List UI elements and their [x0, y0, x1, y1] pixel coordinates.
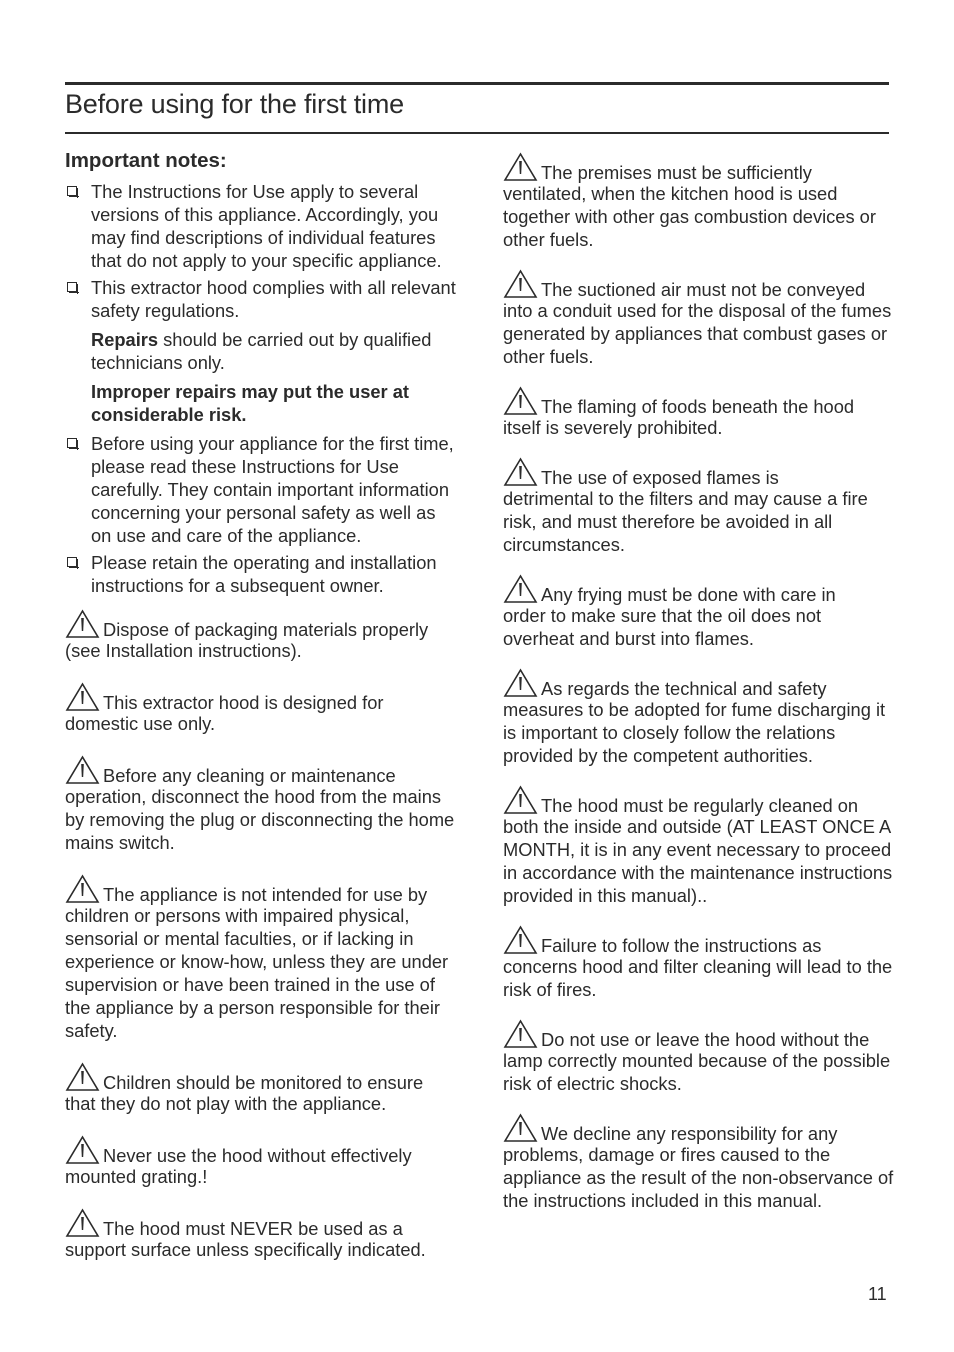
- checkbox-bullet-icon: [67, 282, 77, 292]
- warnings-left-list: [65, 609, 457, 1261]
- warning-first-line: [503, 457, 895, 487]
- warning-first-line: [65, 1135, 457, 1165]
- warning-text-rest: mounted grating.!: [65, 1166, 208, 1187]
- warning-triangle-icon: [503, 1019, 538, 1049]
- warning-triangle-icon: [65, 1062, 100, 1092]
- warning-item: [503, 269, 895, 368]
- warning-first-line: [503, 152, 895, 182]
- warning-text-lead: The suctioned air must not be conveyed: [541, 279, 866, 300]
- warning-text-lead: The flaming of foods beneath the hood: [541, 396, 855, 417]
- warning-first-line: [65, 874, 457, 904]
- warning-triangle-icon: [503, 386, 538, 416]
- checkbox-bullet-icon: [67, 438, 77, 448]
- warning-text-lead: The premises must be sufficiently: [541, 162, 812, 183]
- warning-item: [503, 457, 895, 556]
- warning-text-lead: The hood must be regularly cleaned on: [541, 795, 859, 816]
- warning-item: [65, 755, 457, 854]
- warnings-right-list: [503, 152, 895, 1212]
- warning-text-lead: Never use the hood without effectively: [103, 1145, 412, 1166]
- note-text: Please retain the operating and installation instructions for a subsequent owner.: [91, 552, 437, 596]
- warning-item: [503, 386, 895, 439]
- warning-item: [503, 152, 895, 251]
- warning-text-rest: problems, damage or fires caused to the appliance as the result of the non-observance of the instructions included in this manual.: [503, 1144, 894, 1211]
- warning-text-rest: (see Installation instructions).: [65, 640, 302, 661]
- warning-text-rest: into a conduit used for the disposal of the fumes generated by appliances that combust gases or other fuels.: [503, 300, 892, 367]
- warning-triangle-icon: [65, 609, 100, 639]
- warning-text-lead: Dispose of packaging materials properly: [103, 619, 429, 640]
- repairs-text: should be carried out by qualified technicians only.: [91, 329, 432, 373]
- note-text: Before using your appliance for the first time, please read these Instructions for Use carefully. They contain important information concerning your personal safety as well as on use and care of the appliance.: [91, 433, 454, 546]
- warning-triangle-icon: [503, 574, 538, 604]
- header-rule-bottom: [65, 132, 889, 134]
- warning-text-lead: As regards the technical and safety: [541, 678, 827, 699]
- page-title: Before using for the first time: [65, 89, 404, 119]
- warning-text-rest: that they do not play with the appliance.: [65, 1093, 387, 1114]
- checkbox-bullet-icon: [67, 186, 77, 196]
- note-bullet: [65, 551, 457, 597]
- warning-text-rest: itself is severely prohibited.: [503, 417, 723, 438]
- warning-item: [503, 1113, 895, 1212]
- right-column: [503, 152, 895, 1230]
- warning-first-line: [503, 386, 895, 416]
- warning-triangle-icon: [65, 1135, 100, 1165]
- note-bullet: [65, 180, 457, 272]
- warning-first-line: [65, 755, 457, 785]
- warning-text-rest: both the inside and outside (AT LEAST ONCE A MONTH, it is in any event necessary to proceed in accordance with the maintenance instructions provided in this manual)..: [503, 816, 893, 906]
- warning-triangle-icon: [65, 874, 100, 904]
- warning-text-rest: concerns hood and filter cleaning will lead to the risk of fires.: [503, 956, 893, 1000]
- warning-text-rest: operation, disconnect the hood from the mains by removing the plug or disconnecting the home mains switch.: [65, 786, 455, 853]
- note-text: The Instructions for Use apply to several versions of this appliance. Accordingly, you may find descriptions of individual features that do not apply to your specific appliance.: [91, 181, 442, 271]
- warning-first-line: [65, 609, 457, 639]
- warning-first-line: [503, 1019, 895, 1049]
- note-text: This extractor hood complies with all relevant safety regulations.: [91, 277, 456, 321]
- warning-first-line: [65, 682, 457, 712]
- warning-item: [65, 874, 457, 1042]
- repairs-bold-label: Repairs: [91, 329, 159, 350]
- warning-triangle-icon: [503, 785, 538, 815]
- left-column: [65, 148, 457, 1281]
- warning-item: [503, 668, 895, 767]
- warning-item: [65, 1062, 457, 1115]
- warning-item: [65, 609, 457, 662]
- warning-item: [503, 785, 895, 907]
- warning-triangle-icon: [503, 269, 538, 299]
- improper-repairs-warning: Improper repairs may put the user at considerable risk.: [91, 381, 409, 425]
- warning-text-lead: Do not use or leave the hood without the: [541, 1029, 870, 1050]
- warning-item: [503, 574, 895, 650]
- warning-text-lead: We decline any responsibility for any: [541, 1123, 838, 1144]
- warning-first-line: [503, 785, 895, 815]
- warning-text-rest: children or persons with impaired physical, sensorial or mental faculties, or if lacking in experience or know-how, unless they are under supervision or have been trained in the use of the appliance by a person responsible for their safety.: [65, 905, 449, 1041]
- warning-first-line: [65, 1208, 457, 1238]
- warning-first-line: [65, 1062, 457, 1092]
- repairs-note: [65, 328, 457, 374]
- warning-triangle-icon: [503, 1113, 538, 1143]
- warning-triangle-icon: [503, 457, 538, 487]
- warning-text-rest: ventilated, when the kitchen hood is used together with other gas combustion devices or other fuels.: [503, 183, 876, 250]
- warning-text-lead: The use of exposed flames is: [541, 467, 779, 488]
- warning-item: [65, 1135, 457, 1188]
- checkbox-bullet-icon: [67, 557, 77, 567]
- warning-first-line: [503, 1113, 895, 1143]
- warning-item: [503, 1019, 895, 1095]
- warning-item: [65, 1208, 457, 1261]
- warning-text-lead: The appliance is not intended for use by: [103, 884, 428, 905]
- warning-triangle-icon: [503, 925, 538, 955]
- warning-item: [503, 925, 895, 1001]
- warning-triangle-icon: [65, 682, 100, 712]
- warning-text-rest: lamp correctly mounted because of the possible risk of electric shocks.: [503, 1050, 891, 1094]
- warning-first-line: [503, 925, 895, 955]
- warning-text-lead: Failure to follow the instructions as: [541, 935, 822, 956]
- warning-text-rest: detrimental to the filters and may cause a fire risk, and must therefore be avoided in all circumstances.: [503, 488, 868, 555]
- warning-triangle-icon: [503, 668, 538, 698]
- warning-text-lead: Children should be monitored to ensure: [103, 1072, 424, 1093]
- warning-text-rest: order to make sure that the oil does not overheat and burst into flames.: [503, 605, 822, 649]
- note-bullet: [65, 432, 457, 547]
- warning-text-lead: This extractor hood is designed for: [103, 692, 384, 713]
- warning-text-lead: Any frying must be done with care in: [541, 584, 836, 605]
- warning-triangle-icon: [65, 1208, 100, 1238]
- warning-first-line: [503, 574, 895, 604]
- warning-first-line: [503, 269, 895, 299]
- important-notes-heading: Important notes:: [65, 149, 227, 172]
- warning-text-lead: Before any cleaning or maintenance: [103, 765, 396, 786]
- warning-text-rest: support surface unless specifically indicated.: [65, 1239, 426, 1260]
- warning-triangle-icon: [503, 152, 538, 182]
- warning-first-line: [503, 668, 895, 698]
- note-bullet: [65, 276, 457, 322]
- warning-item: [65, 682, 457, 735]
- warning-text-lead: The hood must NEVER be used as a: [103, 1218, 403, 1239]
- warning-text-rest: measures to be adopted for fume discharging it is important to closely follow the relations provided by the competent authorities.: [503, 699, 886, 766]
- warning-text-rest: domestic use only.: [65, 713, 216, 734]
- warning-triangle-icon: [65, 755, 100, 785]
- header-rule-top: [65, 82, 889, 85]
- page-number: 11: [868, 1284, 887, 1304]
